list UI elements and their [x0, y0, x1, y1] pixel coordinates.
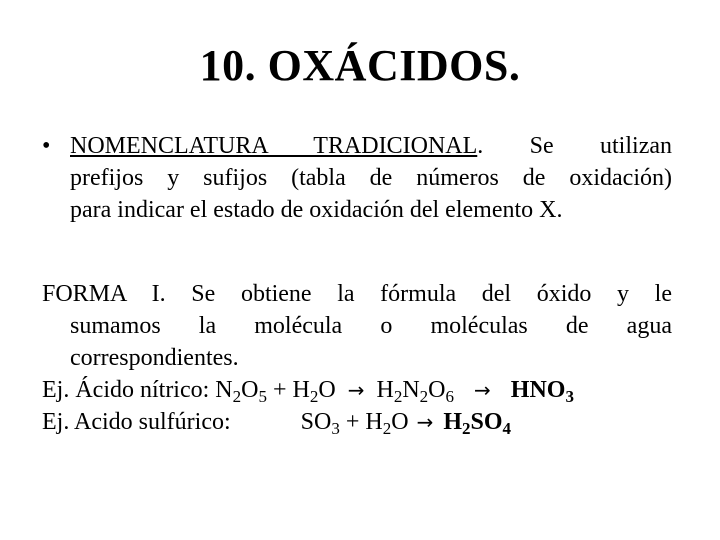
forma-line-2: sumamos la molécula o moléculas de agua — [70, 313, 672, 339]
arrow-icon: → — [347, 378, 365, 402]
example-nitric-label: Ej. Ácido nítrico: — [42, 377, 216, 403]
formula-h2n2o6: $H_2N_2O_6$ — [376, 377, 455, 406]
forma-line-3: correspondientes. — [70, 345, 239, 371]
bullet-line-3: para indicar el estado de oxidación del elemento X. — [70, 197, 563, 223]
formula-hno3: $HNO_3$ — [510, 377, 574, 406]
forma-line-1 — [42, 278, 672, 310]
forma-line-1-rest: . Se obtiene la fórmula del óxido y le — [159, 281, 672, 307]
bullet-marker: • — [42, 133, 51, 159]
bullet-term-end: . — [477, 133, 484, 159]
forma-term: FORMA I — [42, 281, 160, 307]
bullet-line-1-rest: Se utilizan — [483, 133, 672, 159]
slide-title: 10. OXÁCIDOS. — [199, 41, 521, 90]
arrow-icon: → — [474, 378, 491, 402]
plus-sign: + — [339, 409, 366, 435]
arrow-icon: → — [416, 410, 434, 434]
bullet-paragraph — [42, 130, 672, 226]
plus-sign: + — [266, 377, 293, 403]
formula-water: $H_2O$ — [365, 409, 409, 438]
example-sulfuric-label: Ej. Acido sulfúrico: — [42, 409, 231, 435]
formula-h2so4: $H_2SO_4$ — [443, 409, 512, 438]
example-nitric — [42, 374, 672, 406]
formula-n2o5: $N_2O_5$ — [215, 377, 267, 406]
bullet-line-1 — [42, 130, 672, 162]
nomenclatura-term: NOMENCLATURA TRADICIONAL — [70, 133, 478, 159]
formula-so3: $SO_3$ — [300, 409, 340, 438]
bullet-line-2: prefijos y sufijos (tabla de números de oxidación) — [70, 165, 672, 191]
forma-paragraph — [42, 278, 672, 438]
example-sulfuric — [42, 406, 672, 438]
formula-water: $H_2O$ — [292, 377, 336, 406]
